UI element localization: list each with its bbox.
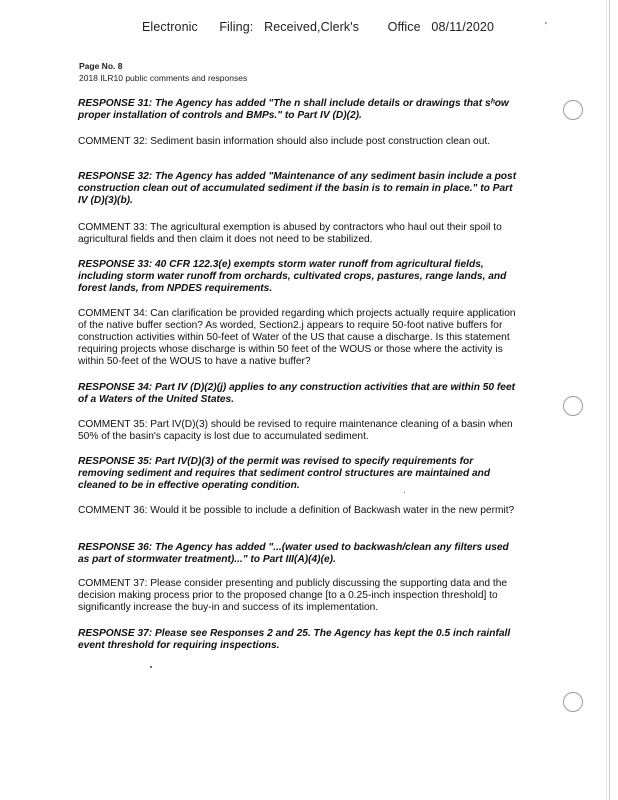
response-34: RESPONSE 34: Part IV (D)(2)(j) applies to any construction activities that are within 50 feet of a Waters of the United States. (78, 382, 516, 405)
document-subtitle: 2018 ILR10 public comments and responses (79, 73, 248, 83)
response-33: RESPONSE 33: 40 CFR 122.3(e) exempts storm water runoff from agricultural fields, including storm water runoff from orchards, cultivated crops, pastures, range lands, and forest lands, from NPDES requirements. (78, 259, 507, 294)
scan-speck (150, 666, 152, 668)
comment-34: COMMENT 34: Can clarification be provided regarding which projects actually require application of the native buffer section? As worded, Section2.j appears to require 50-foot native buffers for construction activities within 50-feet of Water of the US that cause a discharge. Is this statement requiring projects whose discharge is within 50 feet of the WOUS or those where the activity is within 50-feet of the WOUS to have a native buffer? (78, 308, 516, 367)
comment-33: COMMENT 33: The agricultural exemption is abused by contractors who haul out their spoil to agricultural fields and then claim it does not need to be stabilized. (78, 222, 502, 245)
response-35: RESPONSE 35: Part IV(D)(3) of the permit was revised to specify requirements for removing sediment and requires that sediment control structures are maintained and cleaned to be in effective operating condition. (78, 456, 491, 491)
response-37: RESPONSE 37: Please see Responses 2 and 25. The Agency has kept the 0.5 inch rainfall event threshold for requiring inspections. (78, 628, 511, 651)
page-number: Page No. 8 (79, 61, 123, 71)
binder-hole-top (563, 100, 583, 120)
scan-speck (404, 492, 405, 493)
comment-37: COMMENT 37: Please consider presenting and publicly discussing the supporting data and the decision making process prior to the proposed change [to a 0.25-inch inspection threshold] to significantly increase the buy-in and success of its implementation. (78, 578, 508, 613)
comment-36: COMMENT 36: Would it be possible to include a definition of Backwash water in the new permit? (78, 505, 515, 516)
response-32: RESPONSE 32: The Agency has added "Maintenance of any sediment basin include a post construction clean out of accumulated sediment if the basin is to remain in place." to Part IV (D)(3)(b). (78, 171, 517, 206)
binder-hole-bottom (563, 692, 583, 712)
electronic-filing-stamp: Electronic Filing: Received,Clerk's Office 08/11/2020 (142, 20, 495, 34)
comment-32: COMMENT 32: Sediment basin information should also include post construction clean out. (78, 136, 491, 147)
response-31: RESPONSE 31: The Agency has added "The n shall include details or drawings that sʰow proper installation of controls and BMPs." to Part IV (D)(2). (78, 98, 509, 121)
page-edge-line (609, 0, 610, 800)
binder-hole-middle (563, 396, 583, 416)
page-edge-line-inner (606, 0, 607, 800)
stray-mark: ' (545, 21, 547, 32)
comment-35: COMMENT 35: Part IV(D)(3) should be revised to require maintenance cleaning of a basin when 50% of the basin's capacity is lost due to accumulated sediment. (78, 419, 513, 442)
response-36: RESPONSE 36: The Agency has added "...(water used to backwash/clean any filters used as part of stormwater treatment)..." to Part III(A)(4)(e). (78, 542, 509, 565)
